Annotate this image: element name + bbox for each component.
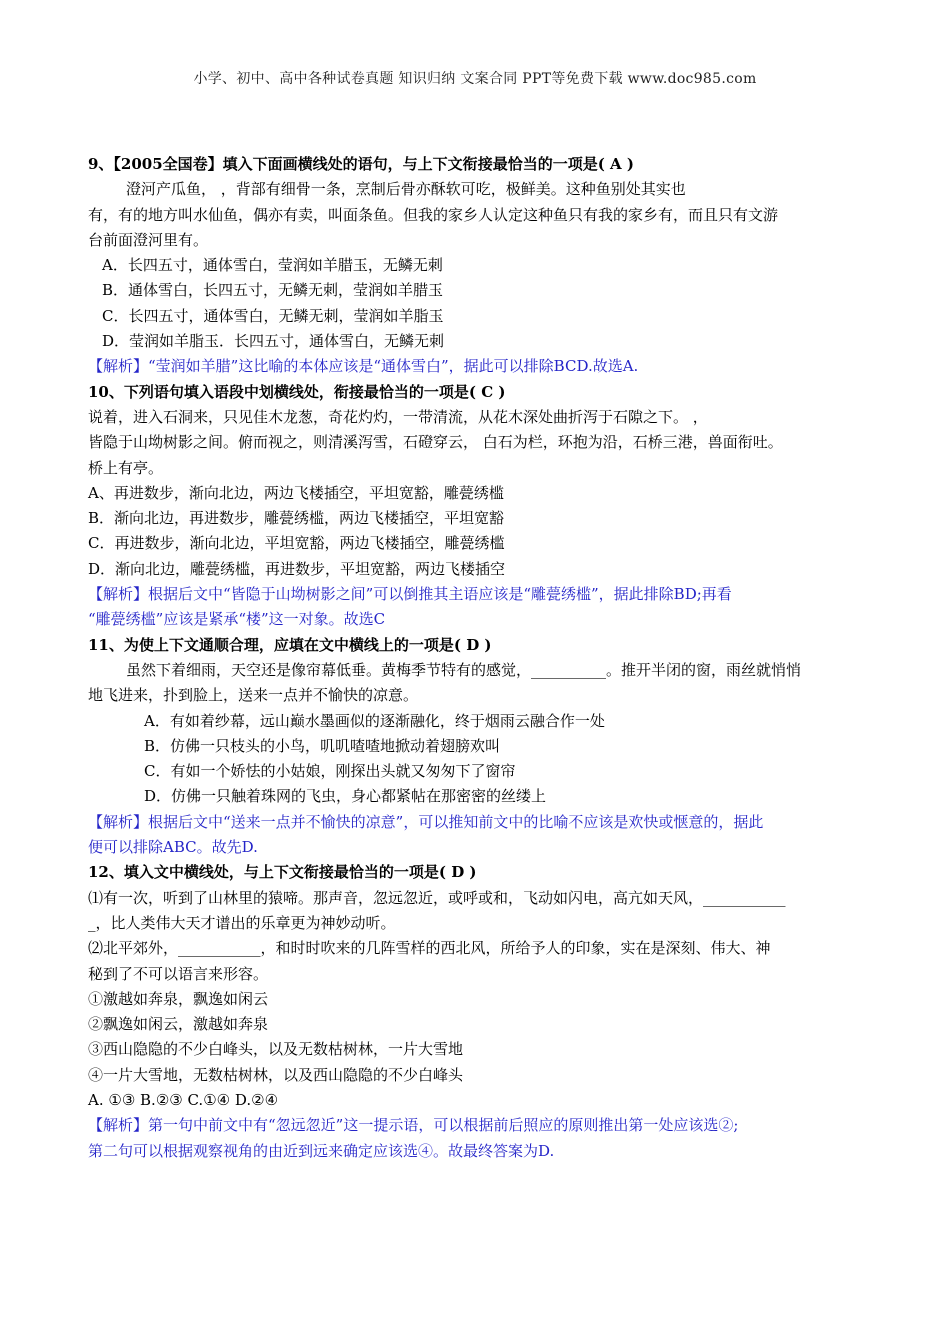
option-a: A．有如着纱幕，远山巅水墨画似的逐渐融化，终于烟雨云融合作一处 — [144, 711, 605, 730]
question-12-passage: ⑵北平郊外，___________，和时时吹来的几阵雪样的西北风，所给予人的印象，实在是深刻、伟大、神 — [88, 939, 771, 958]
option-a: A、再进数步，渐向北边，两边飞楼插空，平坦宽豁，雕甍绣槛 — [88, 483, 504, 502]
option-d: D．仿佛一只触着珠网的飞虫，身心都紧帖在那密密的丝缕上 — [144, 787, 547, 806]
choice-item: ④一片大雪地，无数枯树林，以及西山隐隐的不少白峰头 — [88, 1065, 464, 1084]
question-11-passage: 地飞进来，扑到脸上，送来一点并不愉快的凉意。 — [88, 686, 419, 705]
question-9-passage: 台前面澄河里有。 — [88, 230, 209, 249]
question-11-title: 11、为使上下文通顺合理，应填在文中横线上的一项是( D ) — [88, 635, 492, 654]
analysis-10: “雕甍绣槛”应该是紧承“楼”这一对象。故选C — [88, 610, 386, 629]
question-12-passage: ⑴有一次，听到了山林里的猿啼。那声音，忽远忽近，或呼或和，飞动如闪电，高亢如天风，___________ — [88, 888, 786, 907]
question-10-passage: 桥上有亭。 — [88, 458, 164, 477]
analysis-9: 【解析】“莹润如羊腊”这比喻的本体应该是“通体雪白”，据此可以排除BCD.故选A. — [88, 357, 639, 376]
question-12-title: 12、填入文中横线处，与上下文衔接最恰当的一项是( D ) — [88, 863, 477, 882]
option-b: B．仿佛一只枝头的小鸟，叽叽喳喳地掀动着翅膀欢叫 — [144, 736, 501, 755]
option-b: B．渐向北边，再进数步，雕甍绣槛，两边飞楼插空，平坦宽豁 — [88, 509, 505, 528]
option-d: D．渐向北边，雕甍绣槛，再进数步，平坦宽豁，两边飞楼插空 — [88, 559, 506, 578]
question-10-title: 10、下列语句填入语段中划横线处，衔接最恰当的一项是( C ) — [88, 382, 506, 401]
option-c: C．有如一个娇怯的小姑娘，刚探出头就又匆匆下了窗帘 — [144, 762, 516, 781]
analysis-10: 【解析】根据后文中“皆隐于山坳树影之间”可以倒推其主语应该是“雕甍绣槛”，据此排除BD;再看 — [88, 585, 732, 604]
option-c: C．再进数步，渐向北边，平坦宽豁，两边飞楼插空，雕甍绣槛 — [88, 534, 505, 553]
choice-item: ①激越如奔泉，飘逸如闲云 — [88, 989, 269, 1008]
choice-item: ③西山隐隐的不少白峰头，以及无数枯树林，一片大雪地 — [88, 1040, 464, 1059]
analysis-11: 【解析】根据后文中“送来一点并不愉快的凉意”，可以推知前文中的比喻不应该是欢快或惬意的，据此 — [88, 812, 764, 831]
question-9-title: 9、【2005全国卷】填入下面画横线处的语句，与上下文衔接最恰当的一项是( A ) — [88, 155, 634, 173]
question-12-passage: _，比人类伟大天才谱出的乐章更为神妙动听。 — [88, 913, 396, 932]
option-a: A．长四五寸，通体雪白，莹润如羊腊玉，无鳞无刺 — [102, 256, 443, 275]
analysis-11: 便可以排除ABC。故先D. — [88, 838, 258, 857]
option-d: D．莹润如羊脂玉．长四五寸，通体雪白，无鳞无刺 — [102, 332, 445, 351]
question-9-passage: 澄河产瓜鱼， ，背部有细骨一条，烹制后骨亦酥软可吃，极鲜美。这种鱼别处其实也 — [126, 180, 686, 199]
option-c: C．长四五寸，通体雪白，无鳞无刺，莹润如羊脂玉 — [102, 306, 444, 325]
question-9-passage: 有，有的地方叫水仙鱼，偶亦有卖，叫面条鱼。但我的家乡人认定这种鱼只有我的家乡有，而且只有文游 — [88, 205, 779, 224]
question-10-passage: 说着，进入石洞来，只见佳木龙葱，奇花灼灼，一带清流，从花木深处曲折泻于石隙之下。 ， — [88, 407, 708, 426]
question-11-passage: 虽然下着细雨，天空还是像帘幕低垂。黄梅季节特有的感觉，__________。推开半闭的窗，雨丝就悄悄 — [126, 660, 802, 679]
answer-options: A. ①③ B.②③ C.①④ D.②④ — [88, 1090, 279, 1109]
analysis-12: 【解析】第一句中前文中有“忽远忽近”这一提示语，可以根据前后照应的原则推出第一处应该选②; — [88, 1116, 739, 1135]
question-12-passage: 秘到了不可以语言来形容。 — [88, 964, 269, 983]
document-body — [88, 152, 878, 1164]
analysis-12: 第二句可以根据观察视角的由近到远来确定应该选④。故最终答案为D. — [88, 1141, 555, 1160]
question-10-passage: 皆隐于山坳树影之间。俯而视之，则清溪泻雪，石磴穿云， 白石为栏，环抱为沿，石桥三港，兽面衔吐。 — [88, 433, 783, 452]
page-header: 小学、初中、高中各种试卷真题 知识归纳 文案合同 PPT等免费下载 www.doc985.com — [193, 71, 757, 87]
choice-item: ②飘逸如闲云，激越如奔泉 — [88, 1015, 269, 1034]
option-b: B．通体雪白，长四五寸，无鳞无刺，莹润如羊腊玉 — [102, 281, 444, 300]
